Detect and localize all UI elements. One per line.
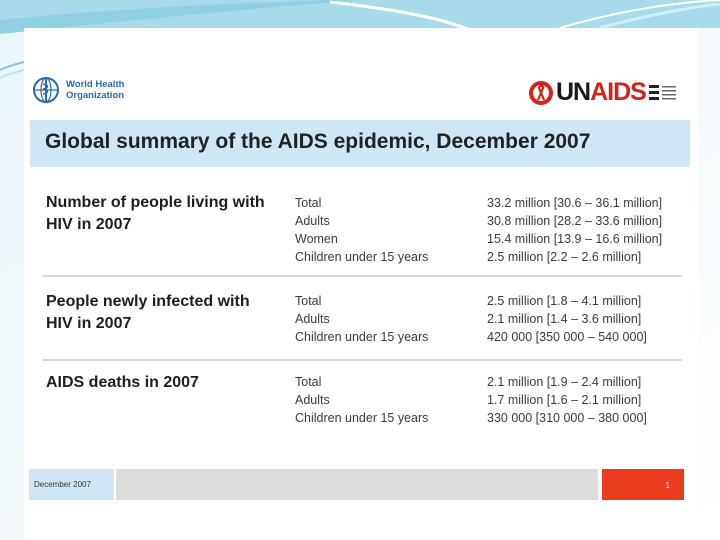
unaids-wordmark [556,78,646,107]
title-band [30,120,690,167]
row-value: 15.4 million [13.9 – 16.6 million] [487,232,663,246]
footer-page-box [602,469,684,500]
who-emblem-icon [32,76,60,104]
row-value: 1.7 million [1.6 – 2.1 million] [487,393,642,407]
slide-title: Global summary of the AIDS epidemic, December 2007 [45,130,591,153]
unaids-aids: AIDS [590,78,646,106]
row-value: 420 000 [350 000 – 540 000] [487,330,647,344]
unaids-logo [527,78,677,107]
who-logo [32,76,136,104]
section-divider [42,359,682,361]
footer-date-box [29,469,114,500]
row-category: Children under 15 years [295,330,429,344]
page-number: 1 [665,481,670,490]
slide-panel [24,28,698,540]
footer-date: December 2007 [34,480,91,489]
section-heading: Number of people living with HIV in 2007 [46,194,265,233]
unaids-un: UN [556,78,591,106]
row-value: 33.2 million [30.6 – 36.1 million] [487,196,663,210]
footer-bar [116,469,598,500]
row-value: 2.5 million [2.2 – 2.6 million] [487,250,642,264]
row-category: Children under 15 years [295,411,429,425]
row-category: Adults [295,393,330,407]
who-name: World Health Organization [66,79,125,101]
row-category: Total [295,294,322,308]
section-heading: People newly infected with HIV in 2007 [46,293,250,332]
cosponsor-lines-icon [649,82,677,104]
row-value: 330 000 [310 000 – 380 000] [487,411,647,425]
row-category: Total [295,196,322,210]
row-category: Adults [295,214,330,228]
row-category: Adults [295,312,330,326]
section-heading: AIDS deaths in 2007 [46,374,199,391]
section-divider [42,275,682,277]
row-value: 2.1 million [1.9 – 2.4 million] [487,375,642,389]
row-value: 2.1 million [1.4 – 3.6 million] [487,312,642,326]
row-category: Total [295,375,322,389]
row-category: Women [295,232,338,246]
row-category: Children under 15 years [295,250,429,264]
row-value: 30.8 million [28.2 – 33.6 million] [487,214,663,228]
red-ribbon-icon [527,79,555,107]
row-value: 2.5 million [1.8 – 4.1 million] [487,294,642,308]
